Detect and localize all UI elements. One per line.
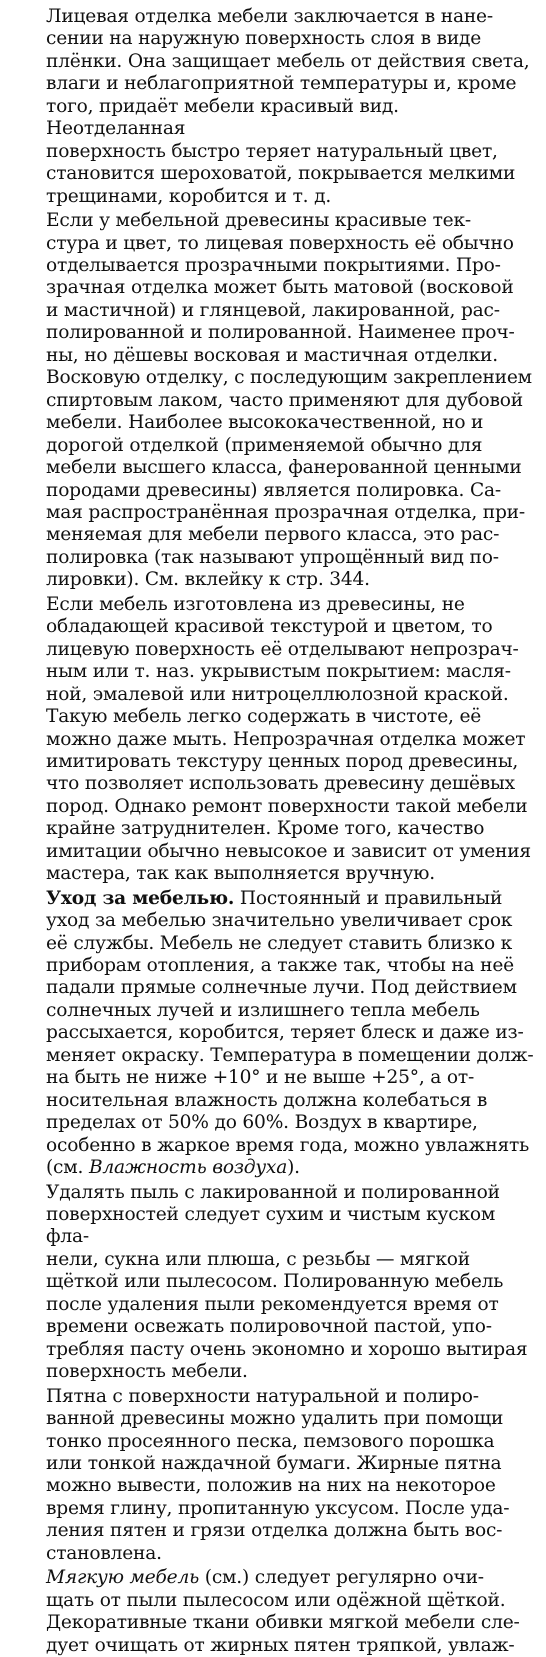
paragraph-text: Если мебель изготовлена из древесины, не обладающей красивой текстурой и цветом, то лицевую поверхность её отделывают непрозрач- ным или т. наз. укрывистым покрытием: масля- ной, эмалевой или нитроцеллюлозной краской. Такую мебель легко содержать в чистоте, её можно даже мыть. Непрозрачная отделка может имитировать текстуру ценных пород древесины, что позволяет использовать древесину дешёвых пород. Однако ремонт поверхности такой мебели крайне затруднителен. Кроме того, качество имитации обычно невысокое и зависит от умения мастера, так как выполняется вручную. xyxy=(46,593,531,885)
paragraph-stain-removal xyxy=(46,1386,536,1566)
cross-reference: Мягкую мебель xyxy=(46,1567,200,1589)
paragraph-upholstered-furniture xyxy=(46,1567,536,1657)
paragraph-text: Пятна с поверхности натуральной и полиро- ванной древесины можно удалить при помощи тонко просеянного песка, пемзового порошка или тонкой наждачной бумаги. Жирные пятна можно вывести, положив на них на некоторое время глину, пропитанную уксусом. После уда- ления пятен и грязи отделка должна быть вос- становлена. xyxy=(46,1385,510,1564)
paragraph-finishing xyxy=(46,6,536,208)
cross-reference: Влажность воздуха xyxy=(88,1157,288,1179)
paragraph-text: (см.) следует регулярно очи- щать от пыли пылесосом или одёжной щёткой. Декоративные ткани обивки мягкой мебели сле- дует очищать от жирных пятен тряпкой, увлаж- xyxy=(46,1567,520,1656)
paragraph-transparent-finish xyxy=(46,210,536,592)
paragraph-text: Постоянный и правильный уход за мебелью значительно увеличивает срок её службы. Мебель не следует ставить близко к приборам отопления, а также так, чтобы на неё падали прямые солнечные лучи. Под действием солнечных лучей и излишнего тепла мебель рассыхается, коробится, теряет блеск и даже из- меняет окраску. Температура в помещении долж- на быть не ниже +10° и не выше +25°, а от- носительная влажность должна колебаться в пределах от 50% до 60%. Воздух в квартире, особенно в жаркое время года, можно увлажнять (см. xyxy=(46,887,534,1179)
paragraph-opaque-finish xyxy=(46,594,536,886)
paragraph-dust-removal xyxy=(46,1182,536,1384)
paragraph-text: ). xyxy=(287,1157,300,1179)
section-heading: Уход за мебелью. xyxy=(46,887,235,909)
paragraph-text: Лицевая отделка мебели заключается в нане- сении на наружную поверхность слоя в виде плёнки. Она защищает мебель от действия света, влаги и неблагоприятной температуры и, кроме того, придаёт мебели красивый вид. Неотделанная поверхность быстро теряет натуральный цвет, становится шероховатой, покрывается мелкими трещинами, коробится и т. д. xyxy=(46,6,530,207)
paragraph-furniture-care xyxy=(46,888,536,1180)
paragraph-text: Если у мебельной древесины красивые тек- стура и цвет, то лицевая поверхность её обычно отделывается прозрачными покрытиями. Про- зрачная отделка может быть матовой (восковой и мастичной) и глянцевой, лакированной, рас- полированной и полированной. Наименее проч- ны, но дёшевы восковая и мастичная отделки. Восковую отделку, с последующим закреплением спиртовым лаком, часто применяют для дубовой мебели. Наиболее высококачественной, но и дорогой отделкой (применяемой обычно для мебели высшего класса, фанерованной ценными породами древесины) является полировка. Са- мая распространённая прозрачная отделка, при- меняемая для мебели первого класса, это рас- полировка (так называют упрощённый вид по- лировки). См. вклейку к стр. 344. xyxy=(46,210,532,591)
paragraph-text: Удалять пыль с лакированной и полированной поверхностей следует сухим и чистым куском фла- нели, сукна или плюша, с резьбы — мягкой щёткой или пылесосом. Полированную мебель после удаления пыли рекомендуется время от времени освежать полировочной пастой, упо- требляя пасту очень экономно и хорошо вытирая поверхность мебели. xyxy=(46,1181,528,1383)
